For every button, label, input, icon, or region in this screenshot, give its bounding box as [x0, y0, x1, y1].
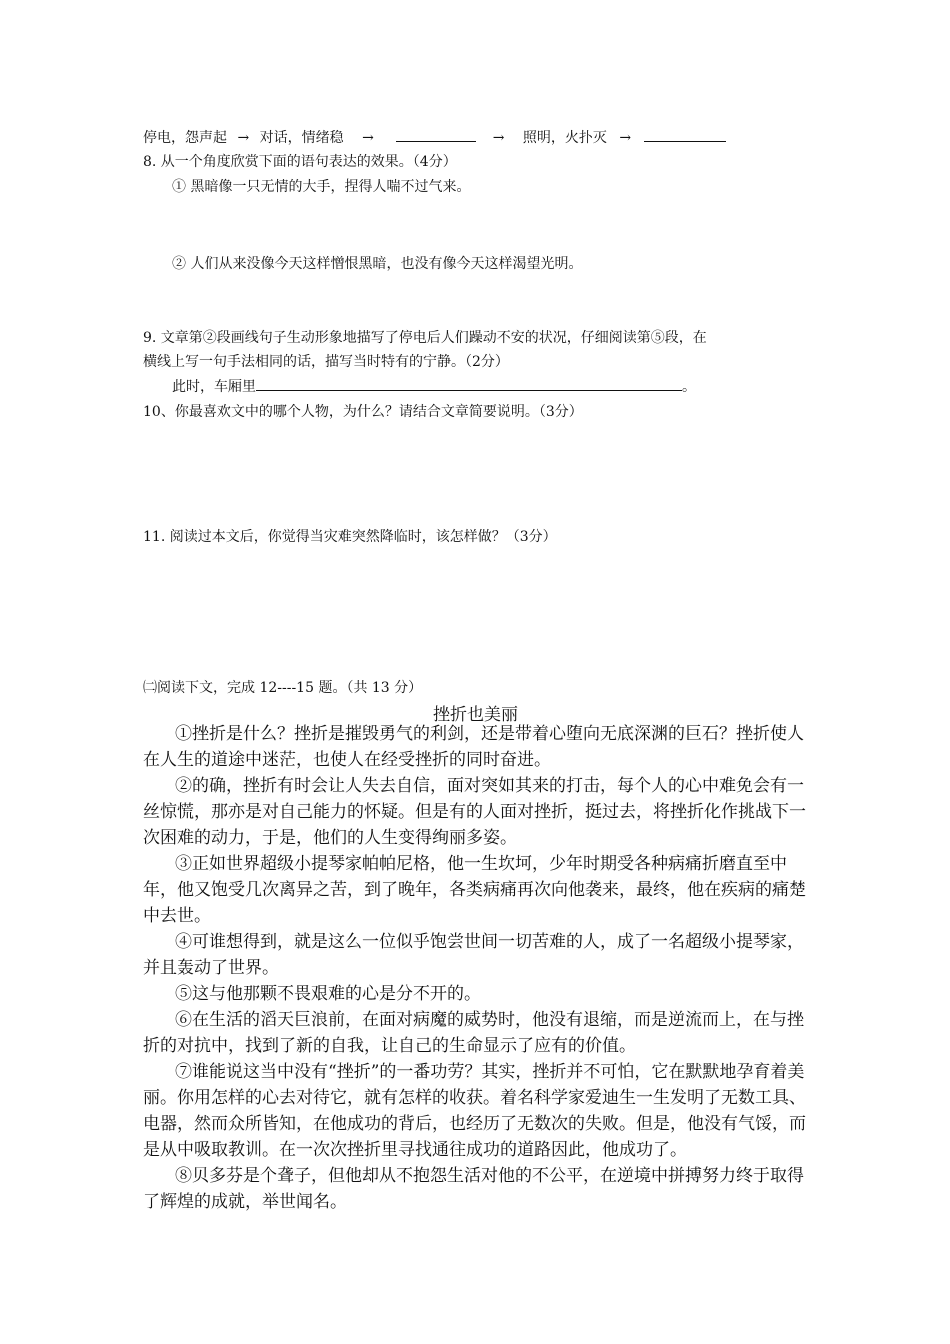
- arrow-icon: →: [362, 130, 374, 146]
- flow-line: [143, 127, 726, 147]
- fill-prefix: 此时，车厢里: [172, 379, 256, 395]
- question-9-line-1: 9. 文章第②段画线句子生动形象地描写了停电后人们躁动不安的状况，仔细阅读第⑤段，在: [143, 330, 707, 346]
- flow-step-3: 照明，火扑灭: [522, 130, 607, 146]
- flow-step-2: 对话，情绪稳: [259, 130, 344, 146]
- paragraph-2: ②的确，挫折有时会让人失去自信，面对突如其来的打击，每个人的心中难免会有一丝惊慌，那亦是对自己能力的怀疑。但是有的人面对挫折，挺过去，将挫折化作挑战下一次困难的动力，于是，他们的人生变得绚丽多姿。: [143, 776, 806, 848]
- article-body: [143, 721, 808, 1215]
- answer-blank-3[interactable]: [256, 390, 682, 391]
- paragraph-4: ④可谁想得到，就是这么一位似乎饱尝世间一切苦难的人，成了一名超级小提琴家，并且轰动了世界。: [143, 932, 804, 978]
- answer-blank-2[interactable]: [644, 141, 726, 142]
- paragraph-5: ⑤这与他那颗不畏艰难的心是分不开的。: [175, 984, 481, 1004]
- question-11: 11. 阅读过本文后，你觉得当灾难突然降临时，该怎样做？（3分）: [143, 529, 557, 545]
- question-8-item-2: ② 人们从来没像今天这样憎恨黑暗，也没有像今天这样渴望光明。: [172, 256, 583, 272]
- question-8-stem: 8. 从一个角度欣赏下面的语句表达的效果。（4分）: [143, 154, 457, 170]
- flow-step-1: 停电，怨声起: [143, 130, 227, 146]
- section-heading: ㈡阅读下文，完成 12----15 题。（共 13 分）: [143, 680, 423, 696]
- question-8-item-1: ① 黑暗像一只无情的大手，捏得人喘不过气来。: [172, 179, 471, 195]
- paragraph-6: ⑥在生活的滔天巨浪前，在面对病魔的威势时，他没有退缩，而是逆流而上，在与挫折的对抗中，找到了新的自我，让自己的生命显示了应有的价值。: [143, 1010, 804, 1056]
- fill-suffix: 。: [682, 379, 696, 395]
- paragraph-3: ③正如世界超级小提琴家帕帕尼格，他一生坎坷，少年时期受各种病痛折磨直至中年，他又饱受几次离异之苦，到了晚年，各类病痛再次向他袭来，最终，他在疾病的痛楚中去世。: [143, 854, 806, 926]
- arrow-icon: →: [237, 130, 250, 146]
- question-10: 10、你最喜欢文中的哪个人物，为什么？请结合文章简要说明。（3分）: [143, 404, 583, 420]
- question-9-line-2: 横线上写一句手法相同的话，描写当时特有的宁静。（2分）: [143, 354, 509, 370]
- arrow-icon: →: [619, 130, 632, 146]
- arrow-icon: →: [492, 130, 505, 146]
- answer-blank-1[interactable]: [396, 141, 476, 142]
- paragraph-1: ①挫折是什么？挫折是摧毁勇气的利剑，还是带着心堕向无底深渊的巨石？挫折使人在人生的道途中迷茫，也使人在经受挫折的同时奋进。: [143, 724, 804, 770]
- article-title: 挫折也美丽: [433, 705, 518, 725]
- paragraph-8: ⑧贝多芬是个聋子，但他却从不抱怨生活对他的不公平，在逆境中拼搏努力终于取得了辉煌的成就，举世闻名。: [143, 1166, 804, 1212]
- question-9-fill-line: [172, 376, 696, 396]
- paragraph-7: ⑦谁能说这当中没有“挫折”的一番功劳？其实，挫折并不可怕，它在默默地孕育着美丽。你用怎样的心去对待它，就有怎样的收获。着名科学家爱迪生一生发明了无数工具、电器，然而众所皆知，在他成功的背后，也经历了无数次的失败。但是，他没有气馁，而是从中吸取教训。在一次次挫折里寻找通往成功的道路因此，他成功了。: [143, 1062, 806, 1160]
